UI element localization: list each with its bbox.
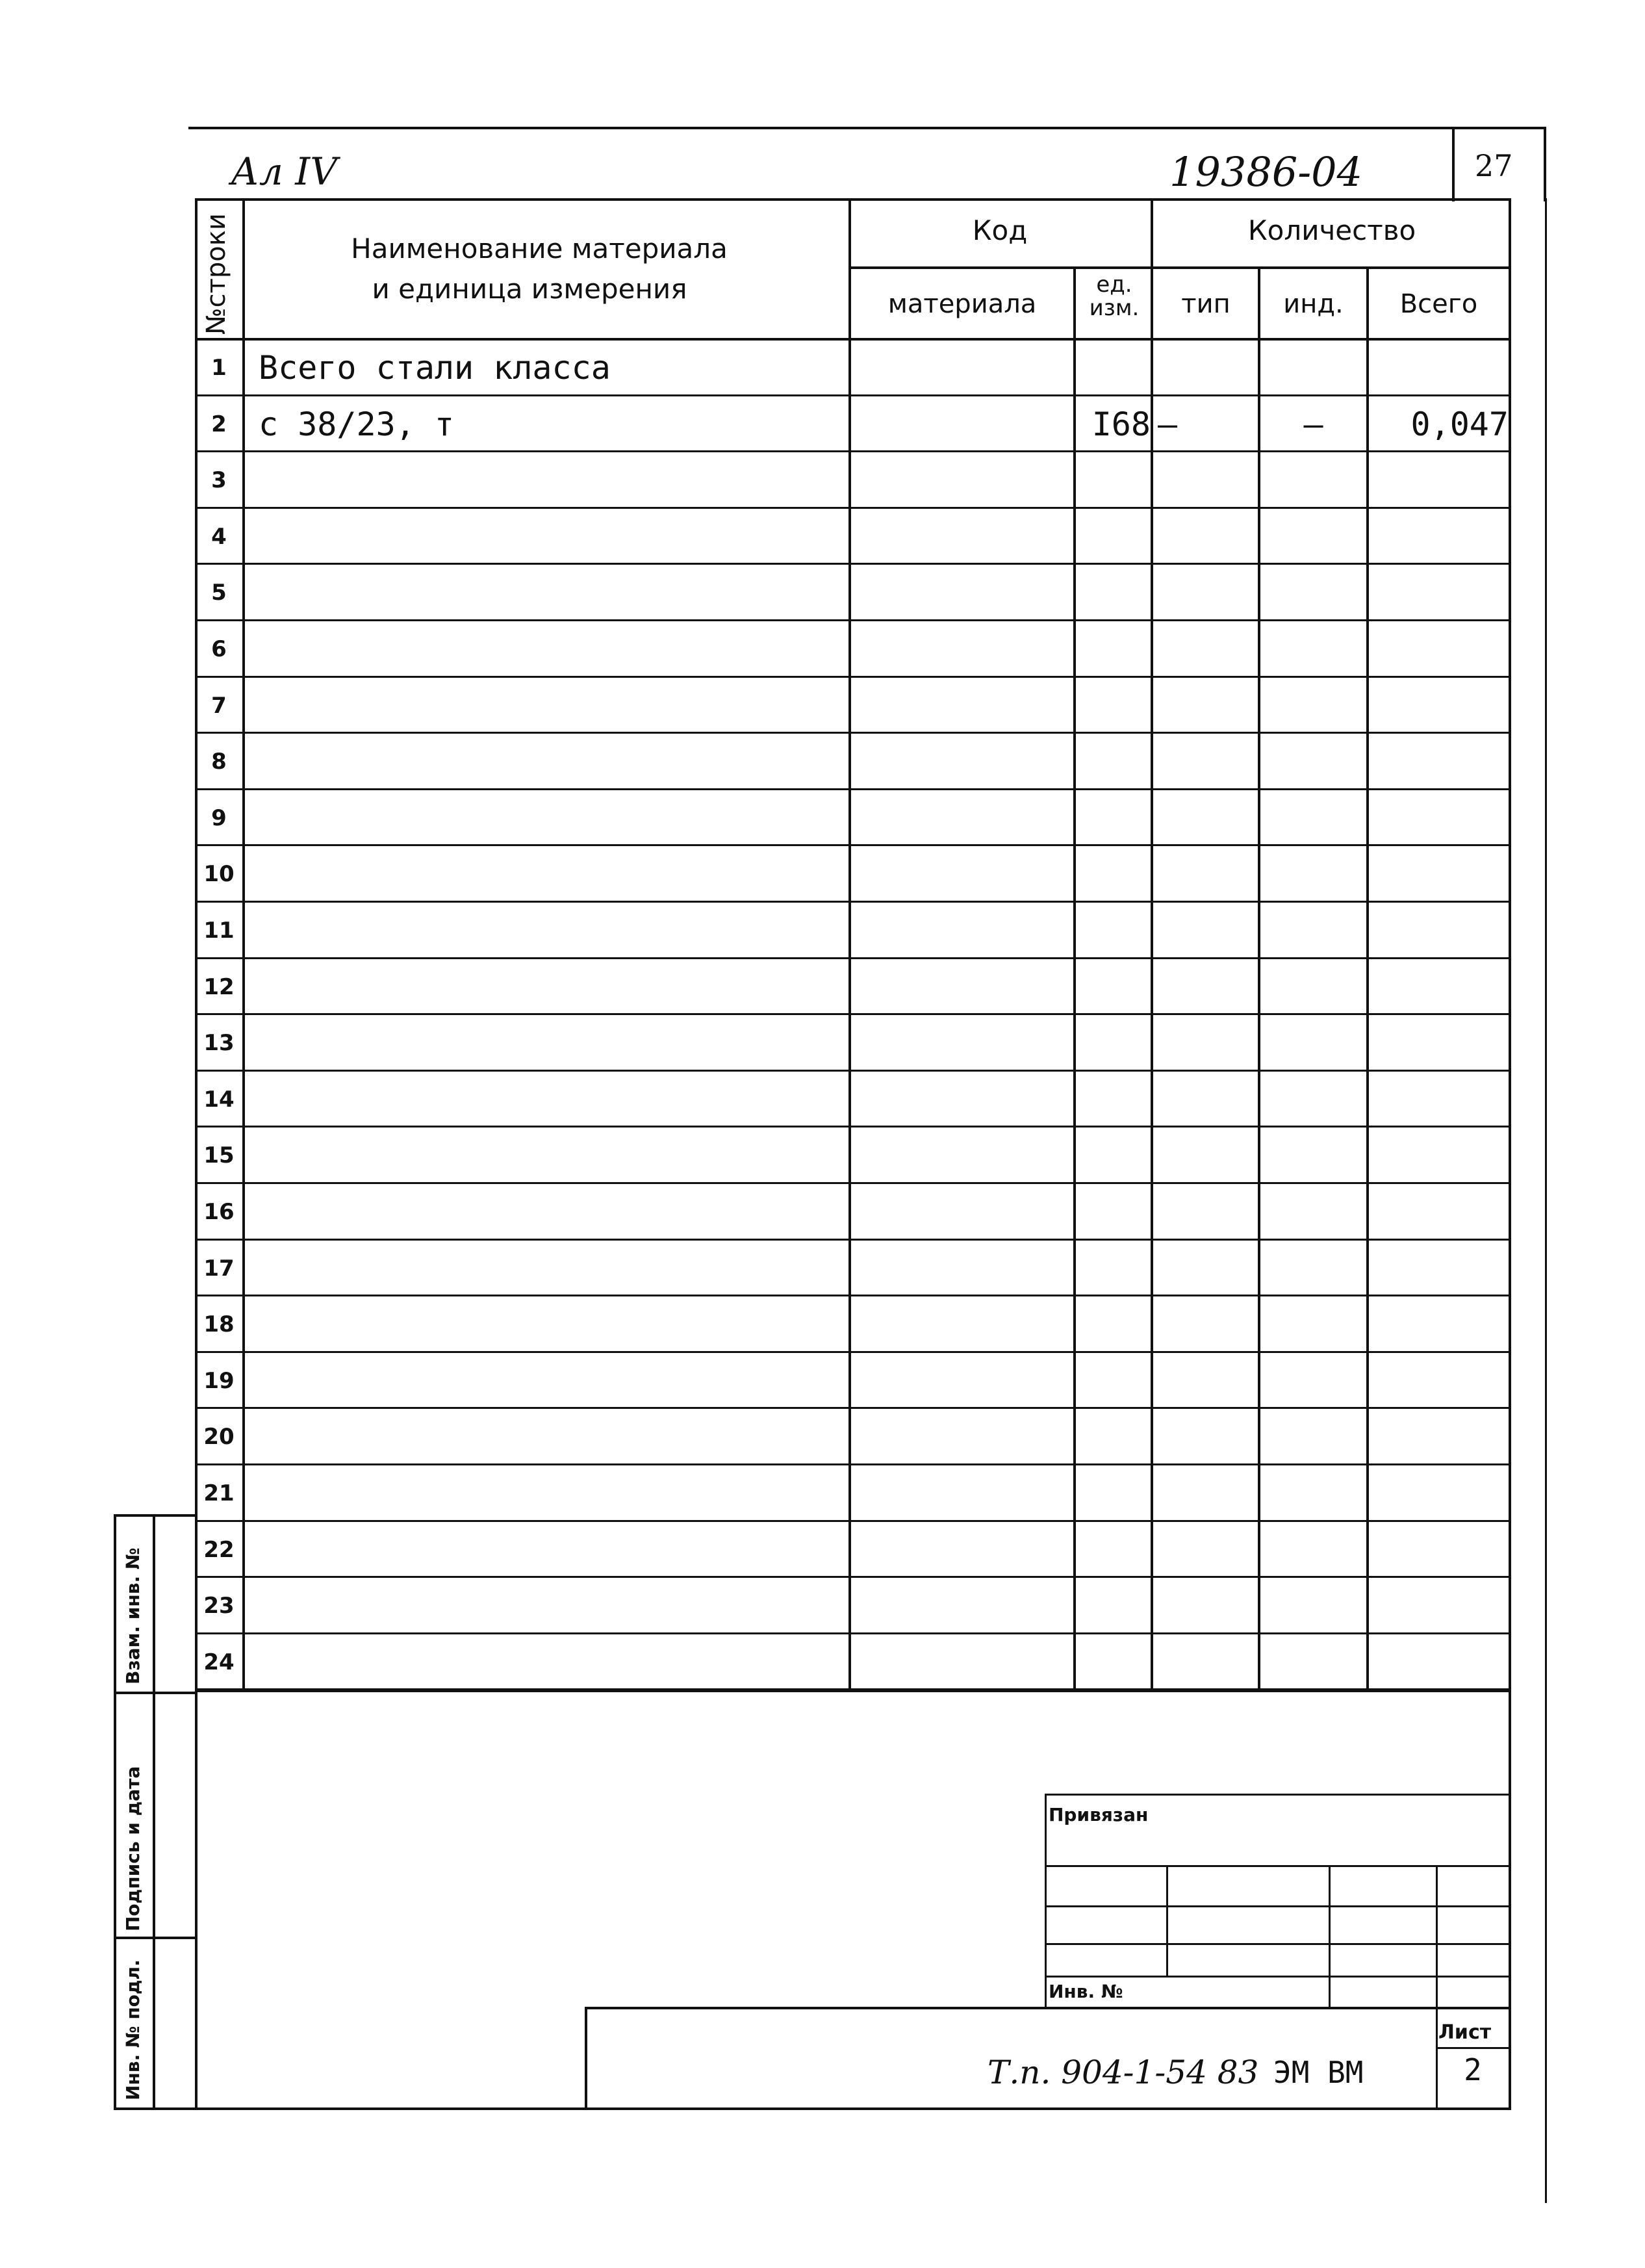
name-header-line2: и единица измерения [372, 273, 687, 305]
tb-col-2 [1329, 1865, 1331, 2008]
table-top-border [195, 198, 1511, 201]
sign-date-label: Подпись и дата [122, 1766, 144, 1931]
page-box-right [1544, 127, 1546, 201]
row-number: 2 [211, 411, 227, 437]
designation-typed: ЭМ ВМ [1273, 2055, 1364, 2090]
page-box-left [1452, 127, 1455, 201]
row-separator [195, 957, 1511, 959]
stamp-left-border [114, 1514, 116, 2109]
tb-rule-4 [1045, 1976, 1510, 1978]
stamp-rule-2 [114, 1937, 197, 1939]
row-separator [195, 563, 1511, 565]
inv-orig-label: Инв. № подл. [122, 1959, 144, 2100]
col-sep-ind [1366, 268, 1369, 1692]
row-number: 14 [203, 1087, 235, 1113]
header-bottom-rule [195, 338, 1511, 341]
row-separator [195, 844, 1511, 846]
tb-top-rule [1045, 1794, 1510, 1796]
cell-qty-ind: – [1303, 406, 1323, 443]
row-separator [195, 676, 1511, 678]
row-number: 10 [203, 861, 235, 887]
sheet-label: Лист [1438, 2021, 1492, 2044]
row-separator [195, 394, 1511, 396]
vzam-inv-label: Взам. инв. № [122, 1547, 144, 1684]
sheet-value: 2 [1464, 2052, 1482, 2087]
privyazan-label: Привязан [1049, 1804, 1149, 1825]
body-end-rule [195, 1690, 1511, 1692]
row-number: 8 [211, 749, 227, 775]
row-separator [195, 1407, 1511, 1409]
document-number: 19386-04 [1169, 148, 1363, 196]
row-number: 11 [203, 918, 235, 944]
row-number: 12 [203, 974, 235, 1000]
row-separator [195, 1520, 1511, 1522]
frame-bottom-rule [114, 2107, 1511, 2110]
row-number: 6 [211, 636, 227, 662]
row-separator [195, 1070, 1511, 1072]
col-sep-name [848, 198, 851, 1692]
row-separator [195, 1295, 1511, 1296]
quantity-header: Количество [1247, 214, 1416, 246]
designation-handwritten: Т.п. 904-1-54 83 [988, 2054, 1259, 2091]
code-header: Код [972, 214, 1028, 246]
row-separator [195, 1013, 1511, 1015]
row-number: 19 [203, 1368, 235, 1394]
header-sub-rule [848, 266, 1511, 269]
row-number: 4 [211, 524, 227, 550]
designation-top-rule [585, 2007, 1511, 2009]
cell-material-name: Всего стали класса [259, 349, 611, 387]
page-number: 27 [1475, 148, 1513, 183]
sheet-label-rule [1436, 2047, 1510, 2049]
row-number: 9 [211, 805, 227, 831]
row-number: 23 [203, 1593, 235, 1619]
tb-rule-3 [1045, 1943, 1510, 1945]
row-number: 16 [203, 1199, 235, 1225]
row-number: 15 [203, 1142, 235, 1168]
row-separator [195, 1182, 1511, 1184]
cell-qty-type: – [1158, 406, 1178, 443]
stamp-rule-1 [114, 1692, 197, 1694]
col-sep-type [1258, 268, 1260, 1692]
row-no-header: №строки [201, 213, 231, 335]
row-number: 7 [211, 693, 227, 719]
tb-rule-1 [1045, 1865, 1510, 1867]
row-number: 24 [203, 1649, 235, 1675]
row-number: 3 [211, 467, 227, 493]
row-number: 18 [203, 1311, 235, 1337]
name-header-line1: Наименование материала [351, 233, 728, 264]
col-sep-rowno [242, 198, 245, 1692]
sheet-mark: Ал IV [231, 149, 338, 194]
right-margin-line [1545, 198, 1547, 2203]
inv-no-label: Инв. № [1049, 1981, 1123, 2002]
type-header: тип [1181, 289, 1231, 319]
row-separator [195, 1632, 1511, 1634]
row-number: 21 [203, 1480, 235, 1506]
row-separator [195, 901, 1511, 903]
row-separator [195, 1351, 1511, 1353]
row-number: 1 [211, 355, 227, 381]
row-separator [195, 450, 1511, 452]
col-sep-unit [1151, 198, 1153, 1692]
row-separator [195, 732, 1511, 734]
unit-code-header: ед. изм. [1089, 272, 1140, 321]
ind-header: инд. [1283, 289, 1344, 319]
cell-material-name: с 38/23, т [259, 406, 455, 443]
stamp-mid-border [153, 1514, 155, 2109]
row-separator [195, 619, 1511, 621]
row-number: 20 [203, 1424, 235, 1450]
row-separator [195, 788, 1511, 790]
row-separator [195, 1239, 1511, 1241]
row-separator [195, 1126, 1511, 1128]
cell-unit-code: I68 [1091, 406, 1151, 443]
tb-rule-2 [1045, 1905, 1510, 1907]
top-rule [188, 127, 1546, 129]
table-right-border [1509, 198, 1511, 2109]
designation-left-border [585, 2007, 587, 2109]
row-number: 22 [203, 1537, 235, 1563]
total-header: Всего [1399, 289, 1478, 319]
col-sep-material [1073, 268, 1076, 1692]
row-number: 13 [203, 1030, 235, 1056]
tb-col-1 [1166, 1865, 1168, 1976]
row-separator [195, 1576, 1511, 1578]
row-separator [195, 507, 1511, 509]
row-number: 17 [203, 1256, 235, 1282]
stamp-top-rule [114, 1514, 197, 1517]
row-number: 5 [211, 580, 227, 606]
material-code-header: материала [887, 289, 1037, 319]
cell-qty-total: 0,047 [1410, 406, 1509, 443]
row-separator [195, 1463, 1511, 1465]
